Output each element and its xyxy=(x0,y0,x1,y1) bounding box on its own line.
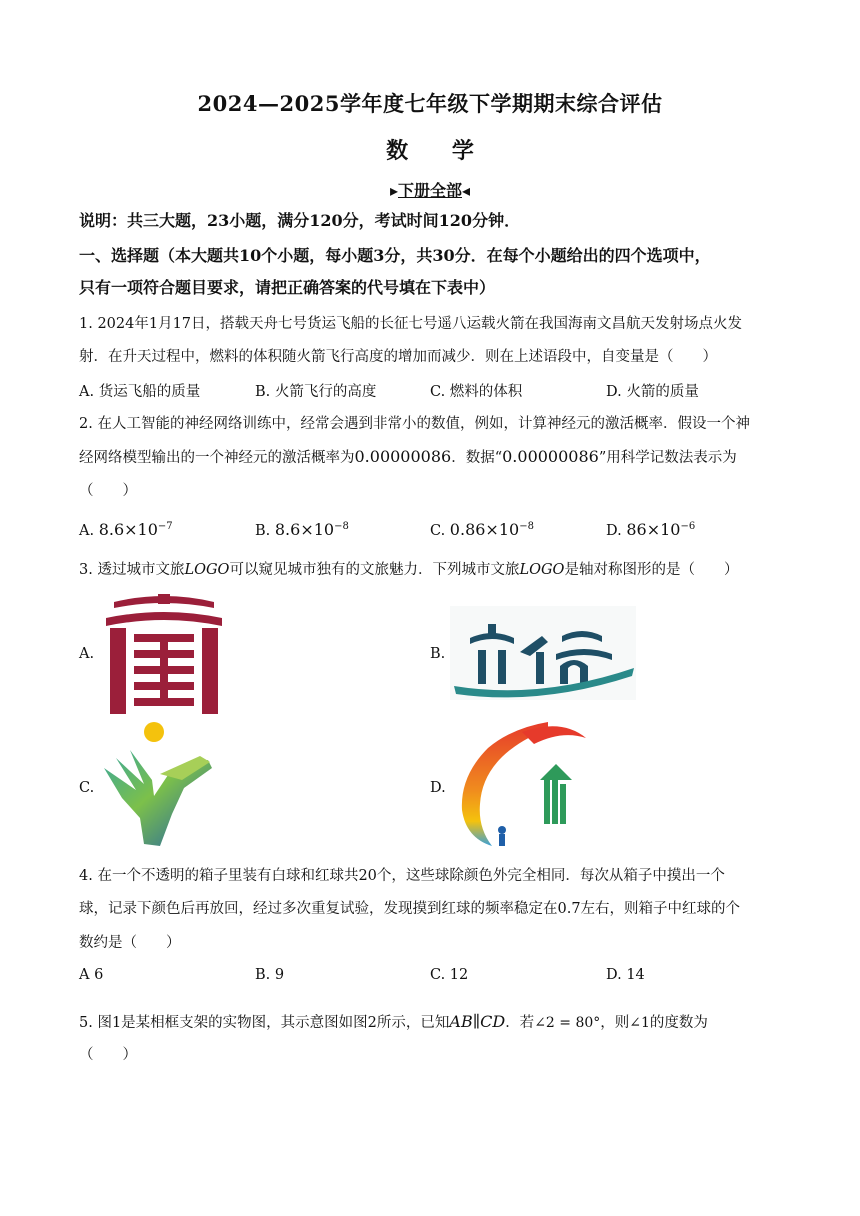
q3-text-c: 是轴对称图形的是（ ） xyxy=(564,562,739,578)
q1-option-b: B. 火箭飞行的高度 xyxy=(255,384,377,400)
q2-option-d xyxy=(606,520,695,539)
right-triangle-icon: ▸ xyxy=(389,181,398,200)
q2-option-b-label: B. xyxy=(255,523,271,539)
q1-option-a: A. 货运飞船的质量 xyxy=(79,384,201,400)
q2-option-a-mantissa: 8.6×10 xyxy=(98,520,158,539)
q4-line1: 4. 在一个不透明的箱子里装有白球和红球共20个，这些球除颜色外完全相同．每次从箱子中摸出一个 xyxy=(79,868,725,884)
exam-title: 2024—2025学年度七年级下学期期末综合评估 xyxy=(197,91,663,116)
q1-option-d: D. 火箭的质量 xyxy=(606,384,699,400)
logo-c-image xyxy=(100,718,218,852)
q5-line2: （ ） xyxy=(79,1047,137,1063)
q1-line2: 射．在升天过程中，燃料的体积随火箭飞行高度的增加而减少．则在上述语段中，自变量是（ ） xyxy=(79,349,717,365)
q2-line2 xyxy=(79,447,789,468)
q4-option-c: C. 12 xyxy=(430,967,469,983)
q2-option-c xyxy=(430,520,534,539)
q5-angle-condition: ∠2 = 80° xyxy=(534,1015,601,1031)
q3-logo-word: LOGO xyxy=(184,562,230,578)
q3-logo-word-2: LOGO xyxy=(519,562,565,578)
scope-link[interactable]: 下册全部 xyxy=(397,181,462,200)
q2-text-a: 经网络模型输出的一个神经元的激活概率为 xyxy=(79,450,355,466)
instructions: 说明：共三大题，23小题，满分120分，考试时间120分钟． xyxy=(79,211,521,230)
subject-title: 数 学 xyxy=(386,138,492,164)
q2-option-c-mantissa: 0.86×10 xyxy=(449,520,520,539)
logo-d-image xyxy=(452,718,592,850)
q5-line1 xyxy=(79,1012,789,1033)
q2-option-c-label: C. xyxy=(430,523,446,539)
q2-option-d-mantissa: 86×10 xyxy=(626,520,681,539)
logo-a-image xyxy=(100,592,228,718)
q2-option-c-exponent: −8 xyxy=(519,521,534,533)
q4-option-d: D. 14 xyxy=(606,967,645,983)
q4-line2: 球，记录下颜色后再放回，经过多次重复试验，发现摸到红球的频率稳定在0.7左右，则箱子中红球的个 xyxy=(79,901,741,917)
q2-text-b: ．数据“ xyxy=(451,450,503,466)
q2-option-a-exponent: −7 xyxy=(157,521,173,533)
q3-label-b: B. xyxy=(430,646,446,662)
q3-line1 xyxy=(79,560,789,580)
scope-link-row xyxy=(0,178,860,201)
q2-option-a-label: A. xyxy=(79,523,95,539)
q5-parallel: AB∥CD xyxy=(449,1012,506,1031)
section1-heading-line2: 只有一项符合题目要求，请把正确答案的代号填在下表中） xyxy=(79,278,496,297)
q2-line1: 2. 在人工智能的神经网络训练中，经常会遇到非常小的数值，例如，计算神经元的激活概率．假设一个神 xyxy=(79,416,750,432)
q3-label-c: C. xyxy=(79,780,95,796)
q5-text-a: 5. 图1是某相框支架的实物图，其示意图如图2所示，已知 xyxy=(79,1015,450,1031)
q2-line3: （ ） xyxy=(79,483,137,499)
q3-label-a: A. xyxy=(79,646,95,662)
q1-line1: 1. 2024年1月17日，搭载天舟七号货运飞船的长征七号遥八运载火箭在我国海南文昌航天发射场点火发 xyxy=(79,316,743,332)
left-triangle-icon: ◂ xyxy=(462,181,471,200)
q1-option-c: C. 燃料的体积 xyxy=(430,384,523,400)
q3-label-d: D. xyxy=(430,780,446,796)
q5-angle-ask: ∠1 xyxy=(629,1015,650,1031)
q5-text-d: 的度数为 xyxy=(649,1015,708,1031)
q3-text-b: 可以窥见城市独有的文旅魅力．下列城市文旅 xyxy=(229,562,520,578)
q2-value-quoted: 0.00000086 xyxy=(502,447,599,466)
q2-option-b-mantissa: 8.6×10 xyxy=(274,520,335,539)
q5-text-b: ．若 xyxy=(505,1015,535,1031)
q2-option-a xyxy=(79,520,173,539)
q2-text-c: ”用科学记数法表示为 xyxy=(598,450,737,466)
q2-option-d-exponent: −6 xyxy=(680,521,696,533)
q2-option-b xyxy=(255,520,349,539)
q3-text-a: 3. 透过城市文旅 xyxy=(79,562,185,578)
section1-heading-line1: 一、选择题（本大题共10个小题，每小题3分，共30分．在每个小题给出的四个选项中， xyxy=(79,246,711,265)
q5-text-c: ，则 xyxy=(600,1015,630,1031)
logo-b-image xyxy=(450,606,636,700)
q2-option-b-exponent: −8 xyxy=(334,521,349,533)
q2-option-d-label: D. xyxy=(606,523,622,539)
q4-line3: 数约是（ ） xyxy=(79,935,181,951)
q4-option-b: B. 9 xyxy=(255,967,285,983)
q4-option-a: A 6 xyxy=(79,967,104,983)
q2-value: 0.00000086 xyxy=(354,447,452,466)
